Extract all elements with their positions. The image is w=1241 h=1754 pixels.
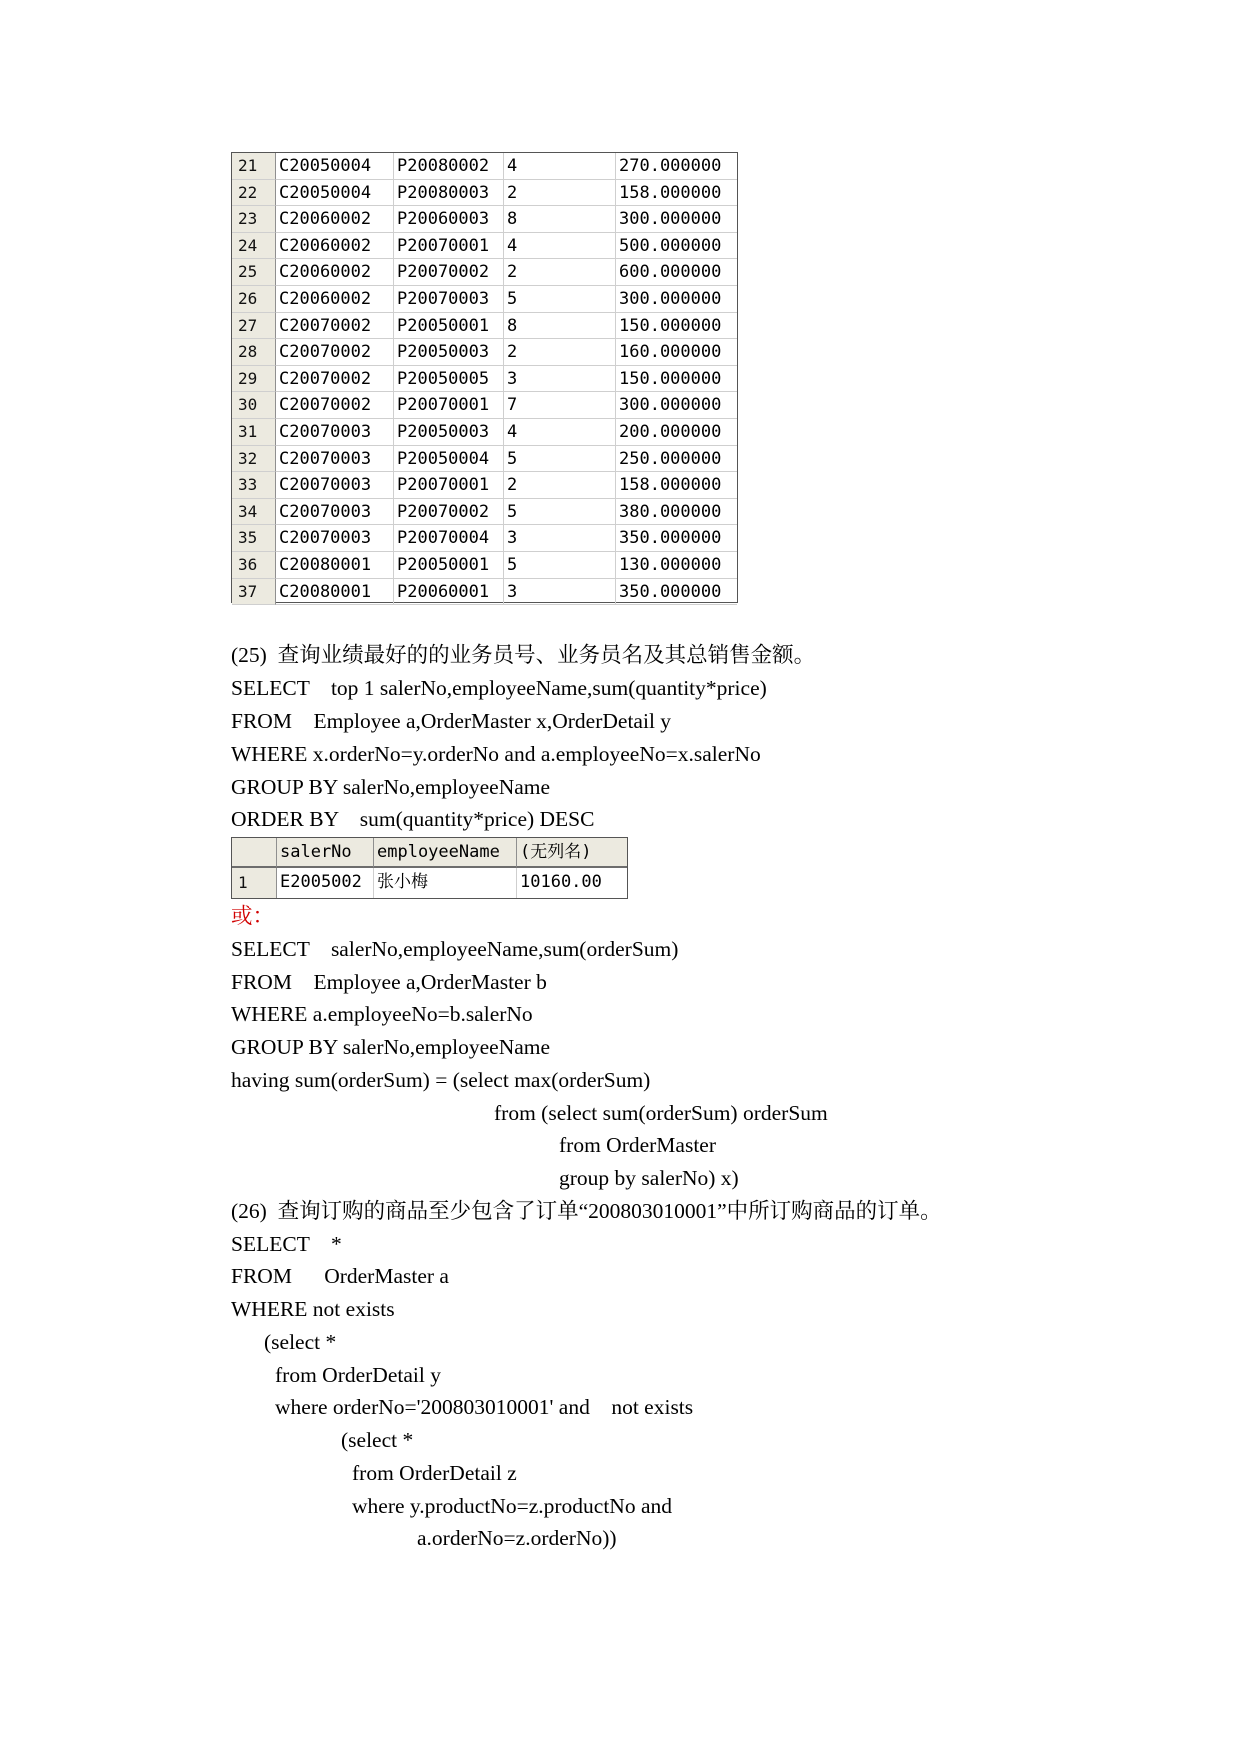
- table-cell: 8: [504, 206, 616, 233]
- table-cell: 600.000000: [616, 259, 737, 286]
- table-cell: 4: [504, 419, 616, 446]
- row-number: 21: [232, 153, 276, 180]
- table-cell: P20060003: [394, 206, 504, 233]
- table-row: [232, 286, 737, 313]
- sql-line: having sum(orderSum) = (select max(orderSum): [231, 1068, 651, 1092]
- sql-line: where orderNo='200803010001' and not exists: [275, 1395, 694, 1419]
- table-cell: 160.000000: [616, 339, 737, 366]
- sql-line: ORDER BY sum(quantity*price) DESC: [231, 807, 595, 831]
- table-cell: 4: [504, 153, 616, 180]
- table-row: [232, 499, 737, 526]
- sql-line: SELECT salerNo,employeeName,sum(orderSum): [231, 937, 679, 961]
- table-cell: C20070002: [276, 339, 394, 366]
- table-row: [232, 339, 737, 366]
- row-number: 31: [232, 419, 276, 446]
- sql-line: where y.productNo=z.productNo and: [352, 1494, 672, 1518]
- row-number: 32: [232, 446, 276, 473]
- table-cell: 7: [504, 392, 616, 419]
- table-cell: 5: [504, 446, 616, 473]
- table-cell: C20050004: [276, 180, 394, 207]
- table-row: [232, 259, 737, 286]
- row-number: 35: [232, 525, 276, 552]
- table-cell: P20050004: [394, 446, 504, 473]
- row-number: 23: [232, 206, 276, 233]
- table-cell: C20060002: [276, 206, 394, 233]
- table-cell: 300.000000: [616, 286, 737, 313]
- result-grid-orders: [231, 152, 738, 603]
- sql-line: FROM Employee a,OrderMaster b: [231, 970, 547, 994]
- table-row: [232, 472, 737, 499]
- column-header: [232, 838, 277, 868]
- table-row: [232, 180, 737, 207]
- row-number: 37: [232, 579, 276, 606]
- table-cell: 3: [504, 579, 616, 606]
- table-cell: C20070002: [276, 392, 394, 419]
- sql-line: WHERE a.employeeNo=b.salerNo: [231, 1002, 533, 1026]
- table-cell: 300.000000: [616, 392, 737, 419]
- column-header: (无列名): [517, 838, 627, 868]
- table-cell: 350.000000: [616, 579, 737, 606]
- sql-line: from OrderDetail z: [352, 1461, 517, 1485]
- table-cell: C20070003: [276, 525, 394, 552]
- sql-line: from OrderDetail y: [275, 1363, 441, 1387]
- row-number: 28: [232, 339, 276, 366]
- table-cell: 张小梅: [374, 868, 517, 898]
- table-cell: C20070002: [276, 366, 394, 393]
- table-cell: C20080001: [276, 579, 394, 606]
- table-cell: 150.000000: [616, 313, 737, 340]
- table-row: [232, 206, 737, 233]
- table-cell: 350.000000: [616, 525, 737, 552]
- table-row: [232, 868, 627, 898]
- table-cell: C20050004: [276, 153, 394, 180]
- table-cell: 3: [504, 525, 616, 552]
- sql-line: FROM Employee a,OrderMaster x,OrderDetail y: [231, 709, 672, 733]
- table-cell: P20050005: [394, 366, 504, 393]
- table-cell: P20080003: [394, 180, 504, 207]
- row-number: 22: [232, 180, 276, 207]
- row-number: 24: [232, 233, 276, 260]
- table-header-row: [232, 838, 627, 868]
- table-cell: P20070002: [394, 499, 504, 526]
- sql-line: SELECT *: [231, 1232, 342, 1256]
- table-cell: 10160.00: [520, 872, 602, 892]
- row-number: 26: [232, 286, 276, 313]
- sql-line: (select *: [264, 1330, 337, 1354]
- sql-line: WHERE x.orderNo=y.orderNo and a.employeeNo=x.salerNo: [231, 742, 761, 766]
- table-cell: 3: [504, 366, 616, 393]
- or-label: 或：: [231, 904, 275, 928]
- table-cell: P20080002: [394, 153, 504, 180]
- row-number: 29: [232, 366, 276, 393]
- column-header: employeeName: [374, 838, 517, 868]
- table-cell: P20070004: [394, 525, 504, 552]
- table-cell: C20070003: [276, 472, 394, 499]
- table-cell: 158.000000: [616, 472, 737, 499]
- sql-line: (select *: [341, 1428, 414, 1452]
- table-cell: 300.000000: [616, 206, 737, 233]
- table-cell: P20070001: [394, 392, 504, 419]
- question-26-title: (26) 查询订购的商品至少包含了订单“200803010001”中所订购商品的订单。: [231, 1199, 942, 1223]
- table-cell: C20060002: [276, 259, 394, 286]
- table-cell: C20080001: [276, 552, 394, 579]
- table-cell: C20060002: [276, 233, 394, 260]
- table-cell: P20070001: [394, 472, 504, 499]
- sql-line: SELECT top 1 salerNo,employeeName,sum(quantity*price): [231, 676, 767, 700]
- table-row: [232, 525, 737, 552]
- table-cell: 130.000000: [616, 552, 737, 579]
- table-cell: P20050003: [394, 419, 504, 446]
- row-number: 36: [232, 552, 276, 579]
- result-grid-top-saler: [231, 837, 628, 899]
- table-row: [232, 446, 737, 473]
- table-cell: 2: [504, 259, 616, 286]
- table-row: [232, 579, 737, 606]
- table-row: [232, 366, 737, 393]
- table-cell: 5: [504, 499, 616, 526]
- table-row: [232, 153, 737, 180]
- question-25-title: (25) 查询业绩最好的的业务员号、业务员名及其总销售金额。: [231, 643, 816, 667]
- row-number: 34: [232, 499, 276, 526]
- table-cell: P20050003: [394, 339, 504, 366]
- table-cell: E2005002: [277, 868, 374, 898]
- row-number: 33: [232, 472, 276, 499]
- table-row: [232, 552, 737, 579]
- table-cell: 158.000000: [616, 180, 737, 207]
- sql-line: group by salerNo) x): [559, 1166, 739, 1190]
- table-row: [232, 392, 737, 419]
- table-cell: 270.000000: [616, 153, 737, 180]
- table-cell: 5: [504, 552, 616, 579]
- table-cell: 500.000000: [616, 233, 737, 260]
- table-cell: P20070001: [394, 233, 504, 260]
- table-cell: C20070003: [276, 419, 394, 446]
- table-cell: C20070003: [276, 446, 394, 473]
- table-cell: 8: [504, 313, 616, 340]
- table-cell: P20050001: [394, 313, 504, 340]
- table-cell: 380.000000: [616, 499, 737, 526]
- table-cell: 200.000000: [616, 419, 737, 446]
- table-cell: 150.000000: [616, 366, 737, 393]
- table-cell: 2: [504, 339, 616, 366]
- table-cell: 4: [504, 233, 616, 260]
- table-cell: C20070002: [276, 313, 394, 340]
- table-cell: 2: [504, 472, 616, 499]
- sql-line: from (select sum(orderSum) orderSum: [494, 1101, 828, 1125]
- row-number: 1: [232, 868, 277, 898]
- table-cell: C20060002: [276, 286, 394, 313]
- sql-line: from OrderMaster: [559, 1133, 717, 1157]
- sql-line: GROUP BY salerNo,employeeName: [231, 1035, 551, 1059]
- sql-line: WHERE not exists: [231, 1297, 395, 1321]
- table-cell: 2: [504, 180, 616, 207]
- sql-line: GROUP BY salerNo,employeeName: [231, 775, 551, 799]
- table-cell: P20070003: [394, 286, 504, 313]
- sql-line: a.orderNo=z.orderNo)): [417, 1526, 617, 1550]
- table-row: [232, 233, 737, 260]
- column-header: salerNo: [277, 838, 374, 868]
- table-cell: 5: [504, 286, 616, 313]
- table-row: [232, 419, 737, 446]
- table-cell: P20050001: [394, 552, 504, 579]
- table-row: [232, 313, 737, 340]
- table-cell: P20060001: [394, 579, 504, 606]
- table-cell: 250.000000: [616, 446, 737, 473]
- table-cell: C20070003: [276, 499, 394, 526]
- table-cell: P20070002: [394, 259, 504, 286]
- row-number: 30: [232, 392, 276, 419]
- sql-line: FROM OrderMaster a: [231, 1264, 449, 1288]
- row-number: 27: [232, 313, 276, 340]
- row-number: 25: [232, 259, 276, 286]
